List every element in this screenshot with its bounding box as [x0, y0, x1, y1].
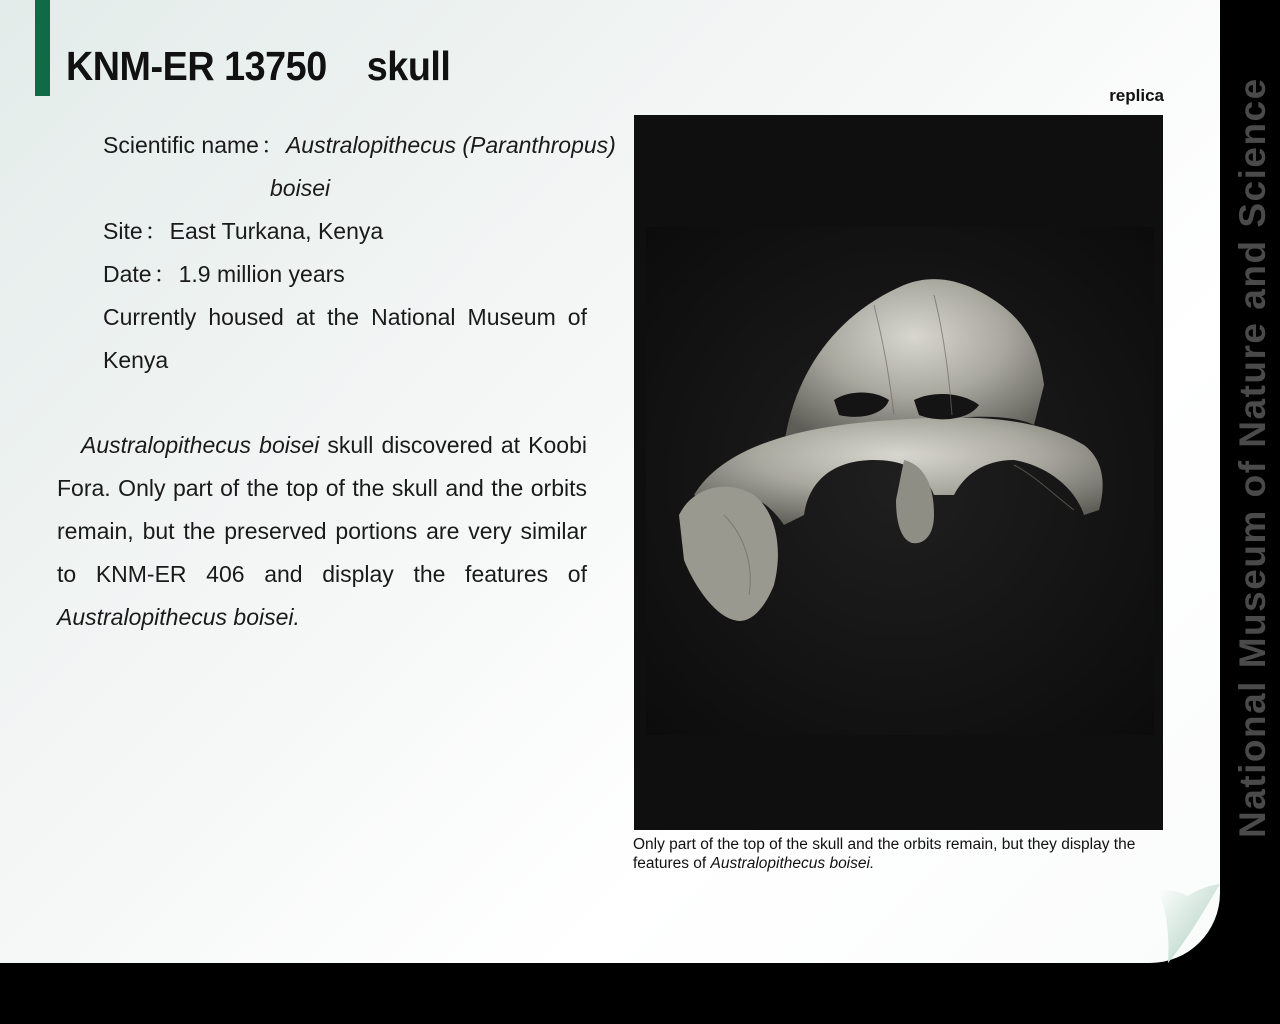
housed-text-2: Kenya: [103, 347, 169, 373]
caption-text: Only part of the top of the skull and the orbits remain, but they display the features of: [633, 836, 1136, 872]
scientific-name-label: Scientific name: [103, 132, 259, 158]
scientific-name-value: Australopithecus (Paranthropus): [285, 132, 616, 158]
replica-tag: replica: [1109, 86, 1164, 105]
page-curl: [1158, 884, 1220, 963]
specimen-info: [103, 124, 616, 382]
museum-brand-vertical: National Museum of Nature and Science: [1232, 77, 1273, 838]
site-row: [103, 210, 587, 253]
site-value: East Turkana, Kenya: [169, 218, 384, 244]
housed-row: [103, 296, 587, 339]
skull-photo: [634, 115, 1163, 830]
description-species: Australopithecus boisei: [81, 432, 320, 458]
separator: ：: [260, 132, 284, 158]
site-label: Site: [103, 218, 143, 244]
scientific-name-value-2: boisei: [270, 175, 331, 201]
description: [57, 424, 587, 639]
caption-species: Australopithecus boisei.: [710, 855, 875, 872]
scientific-name-row: [103, 124, 616, 167]
description-closing-species: Australopithecus boisei.: [57, 604, 300, 630]
page-title: KNM-ER 13750 skull: [66, 43, 451, 89]
scientific-name-continuation: [103, 167, 587, 210]
separator: ：: [153, 261, 177, 287]
date-row: [103, 253, 587, 296]
description-text: skull discovered at Koobi Fora. Only part of the top of the skull and the orbits remain, but the preserved portions are very similar to KNM-ER 406 and display the features of: [57, 432, 587, 587]
date-value: 1.9 million years: [178, 261, 345, 287]
housed-row-2: [103, 339, 587, 382]
date-label: Date: [103, 261, 152, 287]
photo-caption: [633, 835, 1165, 873]
skull-illustration: [634, 115, 1163, 830]
separator: ：: [144, 218, 168, 244]
housed-text: Currently housed at the National Museum of: [103, 304, 587, 330]
title-accent-bar: [35, 0, 50, 96]
